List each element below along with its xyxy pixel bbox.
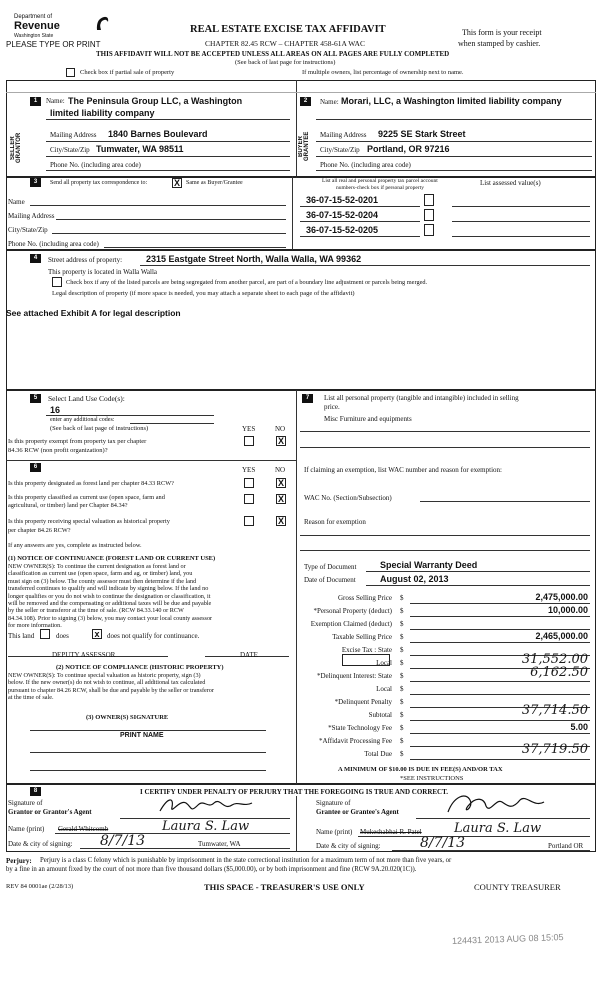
property-street-address[interactable]: 2315 Eastgate Street North, Walla Walla, WA 99362 xyxy=(146,254,362,264)
grantor-signature[interactable] xyxy=(150,793,260,817)
seller-name[interactable]: The Peninsula Group LLC, a Washington xyxy=(68,96,243,106)
exempt-yes-checkbox[interactable] xyxy=(244,436,254,446)
section-3-badge: 3 xyxy=(30,178,41,187)
local-excise-tax[interactable]: 31,552.00 xyxy=(521,652,588,667)
treasurer-stamp: 124431 2013 AUG 08 15:05 xyxy=(451,932,564,946)
partial-sale-label: Check box if partial sale of property xyxy=(80,69,175,76)
receipt-line1: This form is your receipt xyxy=(462,28,542,37)
dor-swoosh-icon xyxy=(94,15,110,33)
seller-address[interactable]: 1840 Barnes Boulevard xyxy=(108,129,208,139)
grantee-name-struck: Mukeshabhai R. Patel xyxy=(360,828,422,836)
current-use-yes-checkbox[interactable] xyxy=(244,494,254,504)
personal-property-checkbox[interactable] xyxy=(424,209,434,221)
notice-line: longer qualifies or you do not wish to continue the designation or classification, it xyxy=(8,592,211,600)
notice-line: NEW OWNER(S): To continue special valuation as historic property, sign (3) xyxy=(8,672,201,679)
buyer-address[interactable]: 9225 SE Stark Street xyxy=(378,129,466,139)
land-use-code[interactable]: 16 xyxy=(50,405,61,415)
land-does-not-checkbox[interactable]: x xyxy=(92,629,102,639)
grantor-date[interactable]: 8/7/13 xyxy=(100,833,146,849)
forest-no-checkbox[interactable]: X xyxy=(277,478,284,488)
seller-name-line2[interactable]: limited liability company xyxy=(50,108,155,118)
delinquent-interest-state[interactable]: 6,162.50 xyxy=(530,665,588,680)
parcel-number[interactable]: 36-07-15-52-0204 xyxy=(306,210,379,220)
section-1-badge: 1 xyxy=(30,97,41,106)
property-location: This property is located in Walla Walla xyxy=(48,268,158,276)
buyer-side-label: BUYER GRANTEE xyxy=(298,131,310,161)
section-8-badge: 8 xyxy=(30,787,41,796)
chapter: CHAPTER 82.45 RCW – CHAPTER 458-61A WAC xyxy=(205,39,365,48)
partial-sale-checkbox[interactable] xyxy=(66,68,75,77)
section-2-badge: 2 xyxy=(300,97,311,106)
grantor-name[interactable]: Laura S. Law xyxy=(162,819,250,834)
document-type[interactable]: Special Warranty Deed xyxy=(380,560,478,570)
taxable-selling-price[interactable]: 2,465,000.00 xyxy=(535,631,588,641)
grantee-city[interactable]: Portland OR xyxy=(548,842,584,850)
personal-property-value[interactable]: Misc Furniture and equipments xyxy=(324,415,412,423)
notice-line: 84.34.108). Prior to signing (3) below, you may contact your local county assessor xyxy=(8,614,213,622)
gross-selling-price[interactable]: 2,475,000.00 xyxy=(535,592,588,602)
notice-line: pursuant to chapter 84.26 RCW, shall be due and payable by the seller or transferor xyxy=(8,686,214,694)
section-6-badge: 6 xyxy=(30,463,41,472)
personal-property-checkbox[interactable] xyxy=(424,194,434,206)
notice-line: must sign on (3) below. The county assessor must then determine if the land xyxy=(8,577,197,585)
parcel-number[interactable]: 36-07-15-52-0201 xyxy=(306,195,379,205)
form-title: REAL ESTATE EXCISE TAX AFFIDAVIT xyxy=(190,24,386,35)
same-as-buyer-checkbox[interactable]: X xyxy=(173,178,180,188)
grantor-city[interactable]: Tumwater, WA xyxy=(198,840,241,848)
notice-line: for more information. xyxy=(8,622,62,630)
county-treasurer: COUNTY TREASURER xyxy=(474,882,561,892)
please-type: PLEASE TYPE OR PRINT xyxy=(6,40,101,49)
forest-yes-checkbox[interactable] xyxy=(244,478,254,488)
personal-property-deduct[interactable]: 10,000.00 xyxy=(547,605,588,615)
dor-logo: Department of Revenue Washington State xyxy=(8,14,118,48)
notice-line: at the time of sale. xyxy=(8,694,54,702)
buyer-city[interactable]: Portland, OR 97216 xyxy=(367,144,450,154)
notice-line: transferred continues to qualify and will indicate by signing below. If the land no xyxy=(8,585,209,593)
historic-yes-checkbox[interactable] xyxy=(244,516,254,526)
notice-line: NEW OWNER(S): To continue the current designation as forest land or xyxy=(8,563,186,570)
notice-line: classification as current use (open space, farm and ag, or timber) land, you xyxy=(8,570,193,578)
document-date[interactable]: August 02, 2013 xyxy=(380,574,449,584)
seller-side-label: SELLER GRANTOR xyxy=(10,132,22,164)
grantee-name[interactable]: Laura S. Law xyxy=(454,821,542,836)
state-technology-fee[interactable]: 5.00 xyxy=(570,722,588,732)
section-4-badge: 4 xyxy=(30,254,41,263)
see-back: (See back of last page for instructions) xyxy=(235,59,336,66)
section-7-badge: 7 xyxy=(302,394,313,403)
section-5-badge: 5 xyxy=(30,394,41,403)
notice-line: by the seller or transferor at the time of sale. (RCW 84.33.140 or RCW xyxy=(8,607,184,615)
notice-line: will be removed and the compensating or additional taxes will be due and payable xyxy=(8,600,212,607)
grantor-name-struck: Gerald Whitcomb xyxy=(58,825,109,833)
perjury-notice-2: by a fine in an amount fixed by the court of not more than five thousand dollars ($5,000.00), or by both imprisonment and fine (RCW 9A.20.020(1C)). xyxy=(6,866,417,873)
exempt-no-checkbox[interactable]: X xyxy=(277,436,284,446)
grantee-date[interactable]: 8/7/13 xyxy=(420,835,466,851)
treasurer-space: THIS SPACE - TREASURER'S USE ONLY xyxy=(204,882,365,892)
segregated-checkbox[interactable] xyxy=(52,277,62,287)
multiple-owners-note: If multiple owners, list percentage of ownership next to name. xyxy=(302,69,464,76)
seller-city[interactable]: Tumwater, WA 98511 xyxy=(96,144,184,154)
certification: I CERTIFY UNDER PENALTY OF PERJURY THAT THE FOREGOING IS TRUE AND CORRECT. xyxy=(140,788,449,796)
subtotal[interactable]: 37,714.50 xyxy=(521,703,588,718)
form-id: REV 84 0001ae (2/28/13) xyxy=(6,883,74,890)
historic-no-checkbox[interactable]: X xyxy=(277,516,284,526)
grantee-signature[interactable] xyxy=(440,790,550,818)
warning: THIS AFFIDAVIT WILL NOT BE ACCEPTED UNLESS ALL AREAS ON ALL PAGES ARE FULLY COMPLETED xyxy=(96,50,450,58)
perjury-notice: Perjury is a class C felony which is punishable by imprisonment in the state correctional institution for a maximum term of not more than five years, or xyxy=(40,857,452,864)
notice-line: below. If the new owner(s) do not wish to continue, all additional tax calculated xyxy=(8,679,206,687)
receipt-line2: when stamped by cashier. xyxy=(458,39,541,48)
personal-property-checkbox[interactable] xyxy=(424,224,434,236)
buyer-name[interactable]: Morari, LLC, a Washington limited liability company xyxy=(341,96,562,106)
total-due[interactable]: 37,719.50 xyxy=(521,742,588,757)
current-use-no-checkbox[interactable]: X xyxy=(277,494,284,504)
land-does-checkbox[interactable] xyxy=(40,629,50,639)
legal-description[interactable]: See attached Exhibit A for legal description xyxy=(6,308,181,318)
parcel-number[interactable]: 36-07-15-52-0205 xyxy=(306,225,379,235)
section-3-box xyxy=(6,176,596,250)
